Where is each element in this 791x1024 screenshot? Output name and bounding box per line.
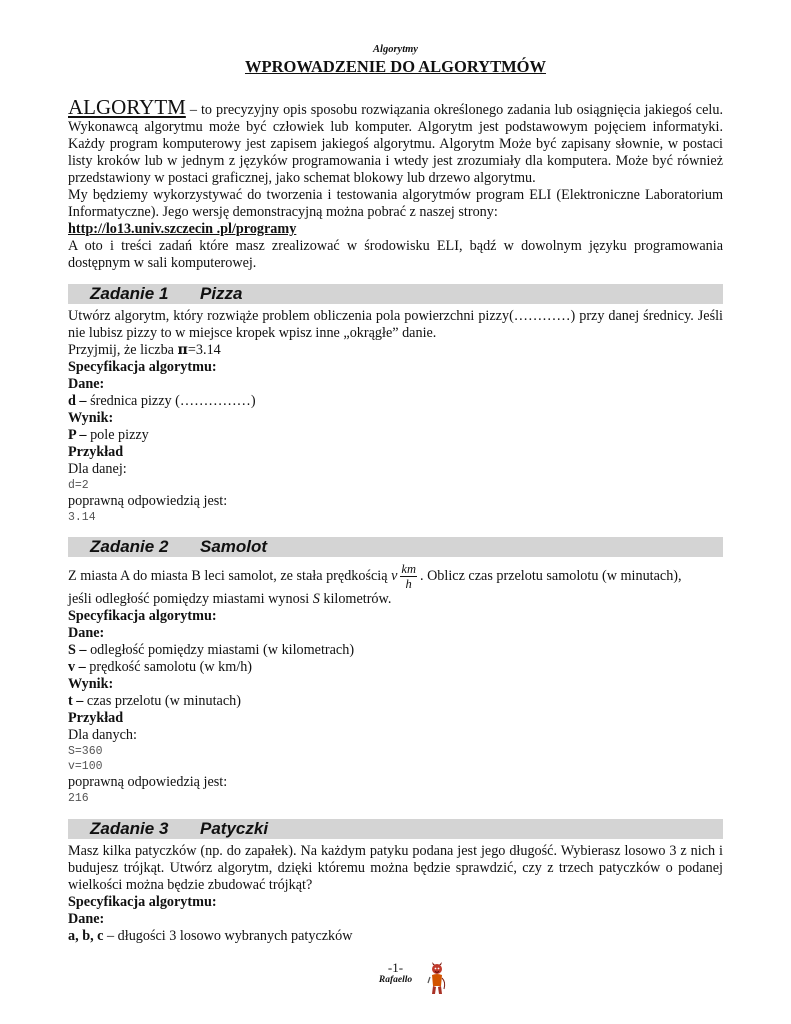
task2-input-v: [68, 659, 723, 676]
task3-number: Zadanie 3: [90, 819, 169, 838]
task2-text-c1: jeśli odległość pomiędzy miastami wynosi: [68, 591, 313, 607]
distance-symbol: S: [312, 591, 320, 607]
var-s: S –: [68, 642, 87, 658]
task3-name: Patyczki: [200, 819, 269, 838]
task1-heading: [68, 284, 723, 304]
task2-example-output: 216: [68, 792, 89, 805]
task2-text-a: Z miasta A do miasta B leci samolot, ze stała prędkością: [68, 568, 392, 584]
task2-answer-label: poprawną odpowiedzią jest:: [68, 774, 228, 790]
task2-description: [68, 559, 723, 593]
header-category: Algorytmy: [373, 44, 418, 55]
frac-denominator: h: [405, 577, 412, 592]
page-footer: [0, 960, 791, 986]
velocity-symbol: v: [391, 568, 398, 584]
task2-output-t: [68, 693, 723, 710]
var-p: P –: [68, 427, 87, 443]
var-t: t –: [68, 693, 84, 709]
term-algorytm: ALGORYTM: [68, 95, 186, 119]
task2-wynik: Wynik:: [68, 676, 114, 692]
var-s-desc: odległość pomiędzy miastami (w kilometrach): [86, 642, 355, 658]
task2-description-cont: [68, 591, 723, 608]
velocity-unit-fraction: [400, 562, 417, 591]
var-v-desc: prędkość samolotu (w km/h): [85, 659, 253, 675]
devil-mascot-icon: [427, 962, 447, 996]
task2-dane: Dane:: [68, 625, 105, 641]
var-abc-desc: – długości 3 losowo wybranych patyczków: [103, 928, 353, 944]
author-name: Rafaello: [378, 975, 413, 985]
task3-input-abc: [68, 928, 723, 945]
task2-heading: [68, 537, 723, 557]
var-p-desc: pole pizzy: [86, 427, 149, 443]
task2-przyklad: Przykład: [68, 710, 124, 726]
var-v: v –: [68, 659, 86, 675]
page-title: WPROWADZENIE DO ALGORYTMÓW: [244, 57, 547, 76]
task3-heading: [68, 819, 723, 839]
tasks-note: A oto i treści zadań które masz zrealizować w środowisku ELI, bądź w dowolnym języku programowania dostępnym w sali komputerowej.: [68, 238, 723, 271]
task1-pi-line: [68, 342, 723, 359]
download-link-line: [68, 221, 723, 238]
intro-definition: [68, 96, 723, 187]
task1-name: Pizza: [200, 284, 243, 303]
task1-example-input: d=2: [68, 479, 89, 492]
task2-name: Samolot: [200, 537, 268, 556]
task1-wynik: Wynik:: [68, 410, 114, 426]
task2-spec: Specyfikacja algorytmu:: [68, 608, 217, 624]
task3-description: Masz kilka patyczków (np. do zapałek). Na każdym patyku podana jest jego długość. Wybierasz losowo 3 z nich i budujesz trójkąt. Utwórz algorytm, dzięki któremu można będzie sprawdzić, czy z trzech patyczków o podanej wielkości można będzie zbudować trójkąt?: [68, 843, 723, 893]
task1-spec: Specyfikacja algorytmu:: [68, 359, 217, 375]
task3-dane: Dane:: [68, 911, 105, 927]
task1-dla: Dla danej:: [68, 461, 127, 477]
task1-example-output: 3.14: [68, 511, 96, 524]
task1-przyklad: Przykład: [68, 444, 124, 460]
task2-text-c2: kilometrów.: [319, 591, 392, 607]
pi-value: =3.14: [187, 342, 221, 358]
pi-symbol: π: [177, 342, 188, 358]
task1-output-p: [68, 427, 723, 444]
frac-numerator: km: [401, 562, 416, 577]
pi-prefix: Przyjmij, że liczba: [68, 342, 178, 358]
page-number: -1-: [387, 960, 404, 975]
task2-input-s: [68, 642, 723, 659]
var-abc: a, b, c: [68, 928, 104, 944]
task1-number: Zadanie 1: [90, 284, 169, 303]
var-d-desc: średnica pizzy (……………): [86, 393, 256, 409]
task3-spec: Specyfikacja algorytmu:: [68, 894, 217, 910]
task2-text-b: . Oblicz czas przelotu samolotu (w minutach),: [419, 568, 682, 584]
task2-example-input-s: S=360: [68, 745, 103, 758]
task2-example-input-v: v=100: [68, 760, 103, 773]
task2-dla: Dla danych:: [68, 727, 137, 743]
eli-paragraph: My będziemy wykorzystywać do tworzenia i testowania algorytmów program ELI (Elektroniczne Laboratorium Informatyczne). Jego wersję demonstracyjną można pobrać z naszej strony:: [68, 187, 723, 220]
var-d: d –: [68, 393, 87, 409]
task1-input-d: [68, 393, 723, 410]
var-t-desc: czas przelotu (w minutach): [83, 693, 241, 709]
definition-text: – to precyzyjny opis sposobu rozwiązania określonego zadania lub osiągnięcia jakiegoś celu. Wykonawcą algorytmu może być człowiek lub komputer. Algorytm jest podstawowym pojęciem informatyki. Każdy program komputerowy jest zapisem jakiegoś algorytmu. Algorytm Może być zapisany słownie, w postaci listy kroków lub w jednym z języków programowania i wtedy jest zrozumiały dla komputera. Może być również przedstawiony w postaci graficznej, jako schemat blokowy lub drzewo algorytmu.: [68, 102, 723, 186]
document-page: [68, 0, 723, 945]
task1-dane: Dane:: [68, 376, 105, 392]
task2-number: Zadanie 2: [90, 537, 169, 556]
task1-answer-label: poprawną odpowiedzią jest:: [68, 493, 228, 509]
download-link[interactable]: http://lo13.univ.szczecin .pl/programy: [68, 221, 297, 237]
task1-description: Utwórz algorytm, który rozwiąże problem obliczenia pola powierzchni pizzy(…………) przy danej średnicy. Jeśli nie lubisz pizzy to w miejsce kropek wpisz inne „okrągłe” danie.: [68, 308, 723, 341]
